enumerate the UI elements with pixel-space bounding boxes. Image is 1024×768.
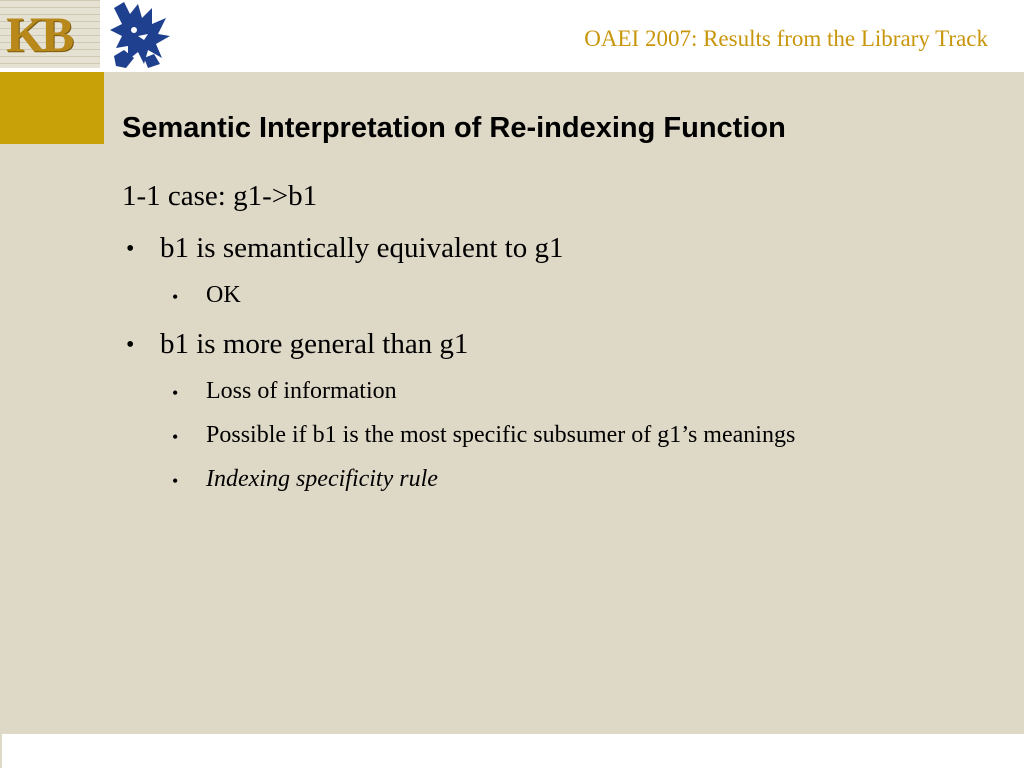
- sub-bullet-text: Possible if b1 is the most specific subsumer of g1’s meanings: [206, 422, 796, 448]
- bullet-icon: •: [172, 471, 179, 491]
- sub-bullet-text: Loss of information: [206, 378, 397, 404]
- header-bar: [0, 0, 1024, 72]
- bullet-item: [122, 232, 1002, 278]
- intro-line: 1-1 case: g1->b1: [122, 180, 318, 212]
- bullet-icon: •: [172, 383, 179, 403]
- slide-body: [122, 180, 1002, 506]
- sub-bullet-item: [122, 466, 1002, 506]
- bullet-icon: •: [172, 427, 179, 447]
- vu-griffin-logo-icon: [104, 0, 176, 70]
- slide-content: [0, 72, 1024, 734]
- bullet-text: b1 is semantically equivalent to g1: [160, 232, 564, 264]
- sub-bullet-item: [122, 378, 1002, 418]
- footer-edge: [0, 734, 2, 768]
- sub-bullet-text: OK: [206, 282, 241, 308]
- kb-logo: [0, 0, 100, 68]
- sub-bullet-text: Indexing specificity rule: [206, 466, 438, 492]
- sub-bullet-item: [122, 282, 1002, 322]
- kb-logo-text: KB: [6, 6, 71, 62]
- sub-bullet-item: [122, 422, 1002, 462]
- bullet-icon: •: [126, 236, 135, 262]
- header-title: OAEI 2007: Results from the Library Track: [584, 26, 988, 51]
- bullet-item: [122, 328, 1002, 374]
- bullet-icon: •: [172, 287, 179, 307]
- bullet-text: b1 is more general than g1: [160, 328, 469, 360]
- slide-title: Semantic Interpretation of Re-indexing Function: [122, 112, 786, 144]
- gold-accent-square: [0, 72, 104, 144]
- footer-bar: [0, 734, 1024, 768]
- bullet-icon: •: [126, 332, 135, 358]
